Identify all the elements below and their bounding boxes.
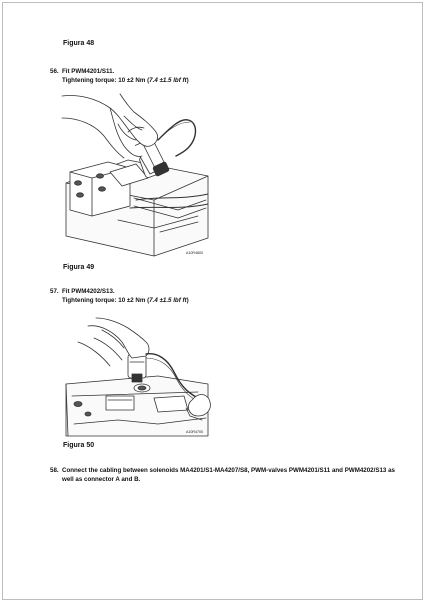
step-57 xyxy=(50,287,189,305)
step-57-title: Fit PWM4202/S13. xyxy=(62,288,115,295)
step-56 xyxy=(50,67,189,85)
pwm4201-fitting-illustration xyxy=(58,88,213,258)
step-58-text: Connect the cabling between solenoids MA4201/S1-MA4207/S8, PWM-valves PWM4201/S11 and PWM4202/S13 as well as connector A and B. xyxy=(62,467,395,483)
figure-48-caption: Figura 48 xyxy=(63,40,95,47)
figure-49-caption: Figura 49 xyxy=(63,264,95,271)
illustration-code-1: A10R4800 xyxy=(186,251,203,255)
step-57-number: 57. xyxy=(50,288,59,295)
step-56-torque-imperial: 7.4 ±1.5 lbf ft xyxy=(149,77,187,84)
step-57-torque-suffix: ) xyxy=(186,297,189,304)
step-57-torque-prefix: Tightening torque: 10 ±2 Nm ( xyxy=(62,297,150,304)
step-56-title: Fit PWM4201/S11. xyxy=(62,68,115,75)
step-56-number: 56. xyxy=(50,68,59,75)
pwm4202-fitting-illustration xyxy=(58,312,213,437)
step-58-number: 58. xyxy=(50,467,59,474)
figure-50-caption: Figura 50 xyxy=(63,442,95,449)
step-58 xyxy=(50,466,395,484)
step-56-torque-suffix: ) xyxy=(186,77,189,84)
step-57-torque-imperial: 7.4 ±1.5 lbf ft xyxy=(149,297,187,304)
step-56-torque-prefix: Tightening torque: 10 ±2 Nm ( xyxy=(62,77,150,84)
illustration-code-2: A10R4700 xyxy=(186,430,203,434)
